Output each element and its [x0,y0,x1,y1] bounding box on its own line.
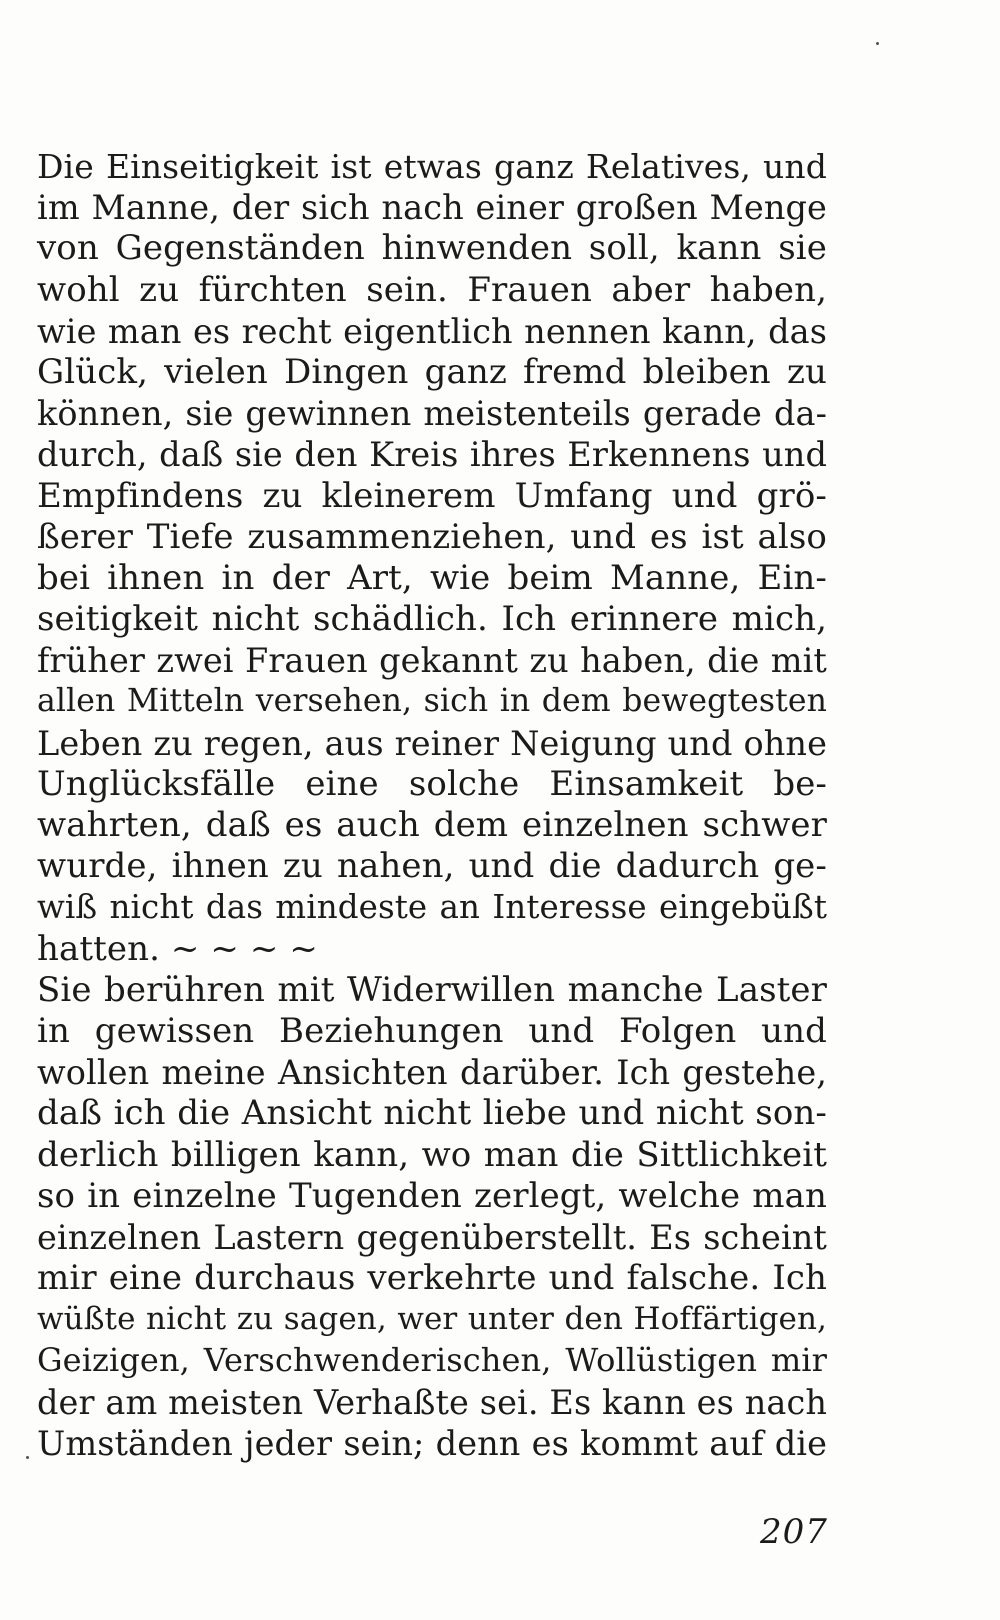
text-line: wollen meine Ansichten darüber. Ich gestehe, [37,1053,827,1093]
text-line: allen Mitteln versehen, sich in dem bewegtesten [37,683,827,720]
text-line: daß ich die Ansicht nicht liebe und nicht son- [37,1093,827,1134]
text-line: wurde, ihnen zu nahen, und die dadurch ge- [37,846,827,887]
text-line: wahrten, daß es auch dem einzelnen schwer [37,805,827,845]
text-line: mir eine durchaus verkehrte und falsche. Ich [37,1258,827,1299]
text-line: Unglücksfälle eine solche Einsamkeit be- [37,763,827,804]
text-line: Umständen jeder sein; denn es kommt auf die [37,1423,827,1463]
text-line: bei ihnen in der Art, wie beim Manne, Ein- [37,557,827,598]
text-line: seitigkeit nicht schädlich. Ich erinnere mich, [37,599,827,640]
text-line: so in einzelne Tugenden zerlegt, welche man [37,1175,827,1216]
text-line: von Gegenständen hinwenden soll, kann sie [37,228,827,269]
text-line: ßerer Tiefe zusammenziehen, und es ist also [37,516,827,557]
text-line: im Manne, der sich nach einer großen Menge [37,188,827,228]
text-line: Die Einseitigkeit ist etwas ganz Relatives, und [37,147,827,186]
text-line: der am meisten Verhaßte sei. Es kann es nach [37,1382,827,1422]
text-line: durch, daß sie den Kreis ihres Erkennens und [37,435,827,475]
text-line: wohl zu fürchten sein. Frauen aber haben, [37,269,827,310]
body-text [37,146,827,1464]
text-line: Empfindens zu kleinerem Umfang und grö- [37,475,827,516]
text-line: wüßte nicht zu sagen, wer unter den Hoffärtigen, [37,1301,827,1338]
page-number: 207 [760,1512,828,1552]
text-line: Sie berühren mit Widerwillen manche Laster [37,969,827,1010]
dust-speck [26,1456,29,1459]
text-line: Geizigen, Verschwenderischen, Wollüstigen mir [37,1341,827,1380]
text-line-paragraph-end: hatten. ~ ~ ~ ~ [37,928,319,969]
text-line: Glück, vielen Dingen ganz fremd bleiben zu [37,351,827,392]
text-line: früher zwei Frauen gekannt zu haben, die mit [37,641,827,681]
text-line: wie man es recht eigentlich nennen kann, das [37,311,827,351]
text-line: Leben zu regen, aus reiner Neigung und ohne [37,723,827,763]
dust-speck [876,42,879,45]
text-line: wiß nicht das mindeste an Interesse eingebüßt [37,888,827,927]
text-line: in gewissen Beziehungen und Folgen und [37,1010,827,1051]
text-line: können, sie gewinnen meistenteils gerade da- [37,394,827,434]
text-line: einzelnen Lastern gegenüberstellt. Es scheint [37,1217,827,1257]
text-line: derlich billigen kann, wo man die Sittlichkeit [37,1134,827,1175]
